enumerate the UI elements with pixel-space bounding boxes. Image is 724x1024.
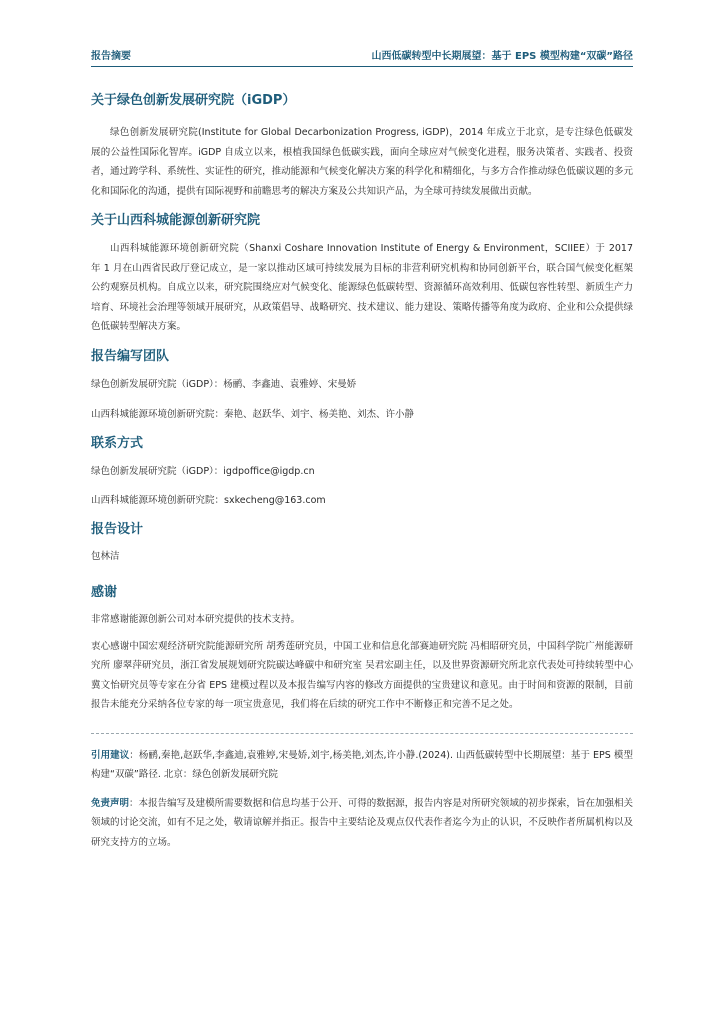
header-divider [91, 66, 633, 67]
disclaimer-text: ：本报告编写及建模所需要数据和信息均基于公开、可得的数据源，报告内容是对所研究领域的初步探索，旨在加强相关领域的讨论交流，如有不足之处，敬请谅解并指正。报告中主要结论及观点仅代表作者迄今为止的认识，不反映作者所属机构以及研究支持方的立场。 [91, 797, 633, 848]
design-heading: 报告设计 [91, 521, 144, 537]
thanks-line: 非常感谢能源创新公司对本研究提供的技术支持。 [91, 614, 301, 625]
dashed-separator [91, 733, 633, 734]
sciiee-paragraph: 山西科城能源环境创新研究院（Shanxi Coshare Innovation Institute of Energy & Environment，SCIIEE）于 2017 年 1 月在山西省民政厅登记成立，是一家以推动区域可持续发展为目标的非营利研究机构和协同创新平台，联合国气候变化框架公约观察员机构。自成立以来，研究院围绕应对气候变化、能源绿色低碳转型、资源循环高效利用、低碳包容性转型、新质生产力培育、环境社会治理等领域开展研究，从政策倡导、战略研究、技术建议、能力建设、策略传播等角度为政府、企业和公众提供绿色低碳转型解决方案。 [91, 243, 633, 332]
thanks-heading: 感谢 [91, 585, 118, 600]
igdp-paragraph: 绿色创新发展研究院(Institute for Global Decarbonization Progress, iGDP)，2014 年成立于北京，是专注绿色低碳发展的公益性国际化智库。iGDP 自成立以来，根植我国绿色低碳实践，面向全球应对气候变化进程，服务决策者、实践者、投资者，通过跨学科、系统性、实证性的研究，推动能源和气候变化解决方案的科学化和精细化，与多方合作推动绿色低碳议题的多元化和国际化的沟通，提供有国际视野和前瞻思考的解决方案及公共知识产品，为全球可持续发展做出贡献。 [91, 127, 633, 197]
disclaimer-label: 免责声明 [91, 797, 130, 809]
citation-label: 引用建议 [91, 749, 130, 761]
citation-paragraph [91, 746, 633, 785]
page-header [91, 44, 633, 64]
header-report-title: 山西低碳转型中长期展望：基于 EPS 模型构建“双碳”路径 [371, 50, 633, 62]
igdp-heading: 关于绿色创新发展研究院（iGDP） [91, 93, 296, 108]
team-heading: 报告编写团队 [91, 348, 170, 364]
sciiee-heading: 关于山西科城能源创新研究院 [91, 213, 261, 228]
team-igdp-line: 绿色创新发展研究院（iGDP）：杨鹂、李鑫迪、袁雅婷、宋曼娇 [91, 378, 357, 390]
header-section-label: 报告摘要 [91, 50, 131, 62]
contact-igdp-line: 绿色创新发展研究院（iGDP）：igdpoffice@igdp.cn [91, 465, 315, 477]
page-content [91, 92, 633, 852]
team-sciiee-line: 山西科城能源环境创新研究院：秦艳、赵跃华、刘宇、杨美艳、刘杰、许小静 [91, 409, 415, 420]
citation-text: ：杨鹂,秦艳,赵跃华,李鑫迪,袁雅婷,宋曼娇,刘宇,杨美艳,刘杰,许小静.(2024). 山西低碳转型中长期展望：基于 EPS 模型构建“双碳”路径. 北京：绿色创新发展研究院 [91, 749, 633, 780]
disclaimer-paragraph [91, 794, 633, 853]
design-line: 包林洁 [91, 550, 120, 562]
thanks-paragraph: 衷心感谢中国宏观经济研究院能源研究所 胡秀莲研究员，中国工业和信息化部赛迪研究院 冯相昭研究员，中国科学院广州能源研究所 廖翠萍研究员，浙江省发展规划研究院碳达峰碳中和研究室 吴君宏副主任，以及世界资源研究所北京代表处可持续转型中心 冀文怡研究员等专家在分省 EPS 建模过程以及本报告编写内容的修改方面提供的宝贵建议和意见。由于时间和资源的限制，目前报告未能充分采纳各位专家的每一项宝贵意见，我们将在后续的研究工作中不断修正和完善不足之处。 [91, 640, 633, 710]
contact-heading: 联系方式 [91, 435, 144, 451]
contact-sciiee-line: 山西科城能源环境创新研究院：sxkecheng@163.com [91, 495, 326, 506]
